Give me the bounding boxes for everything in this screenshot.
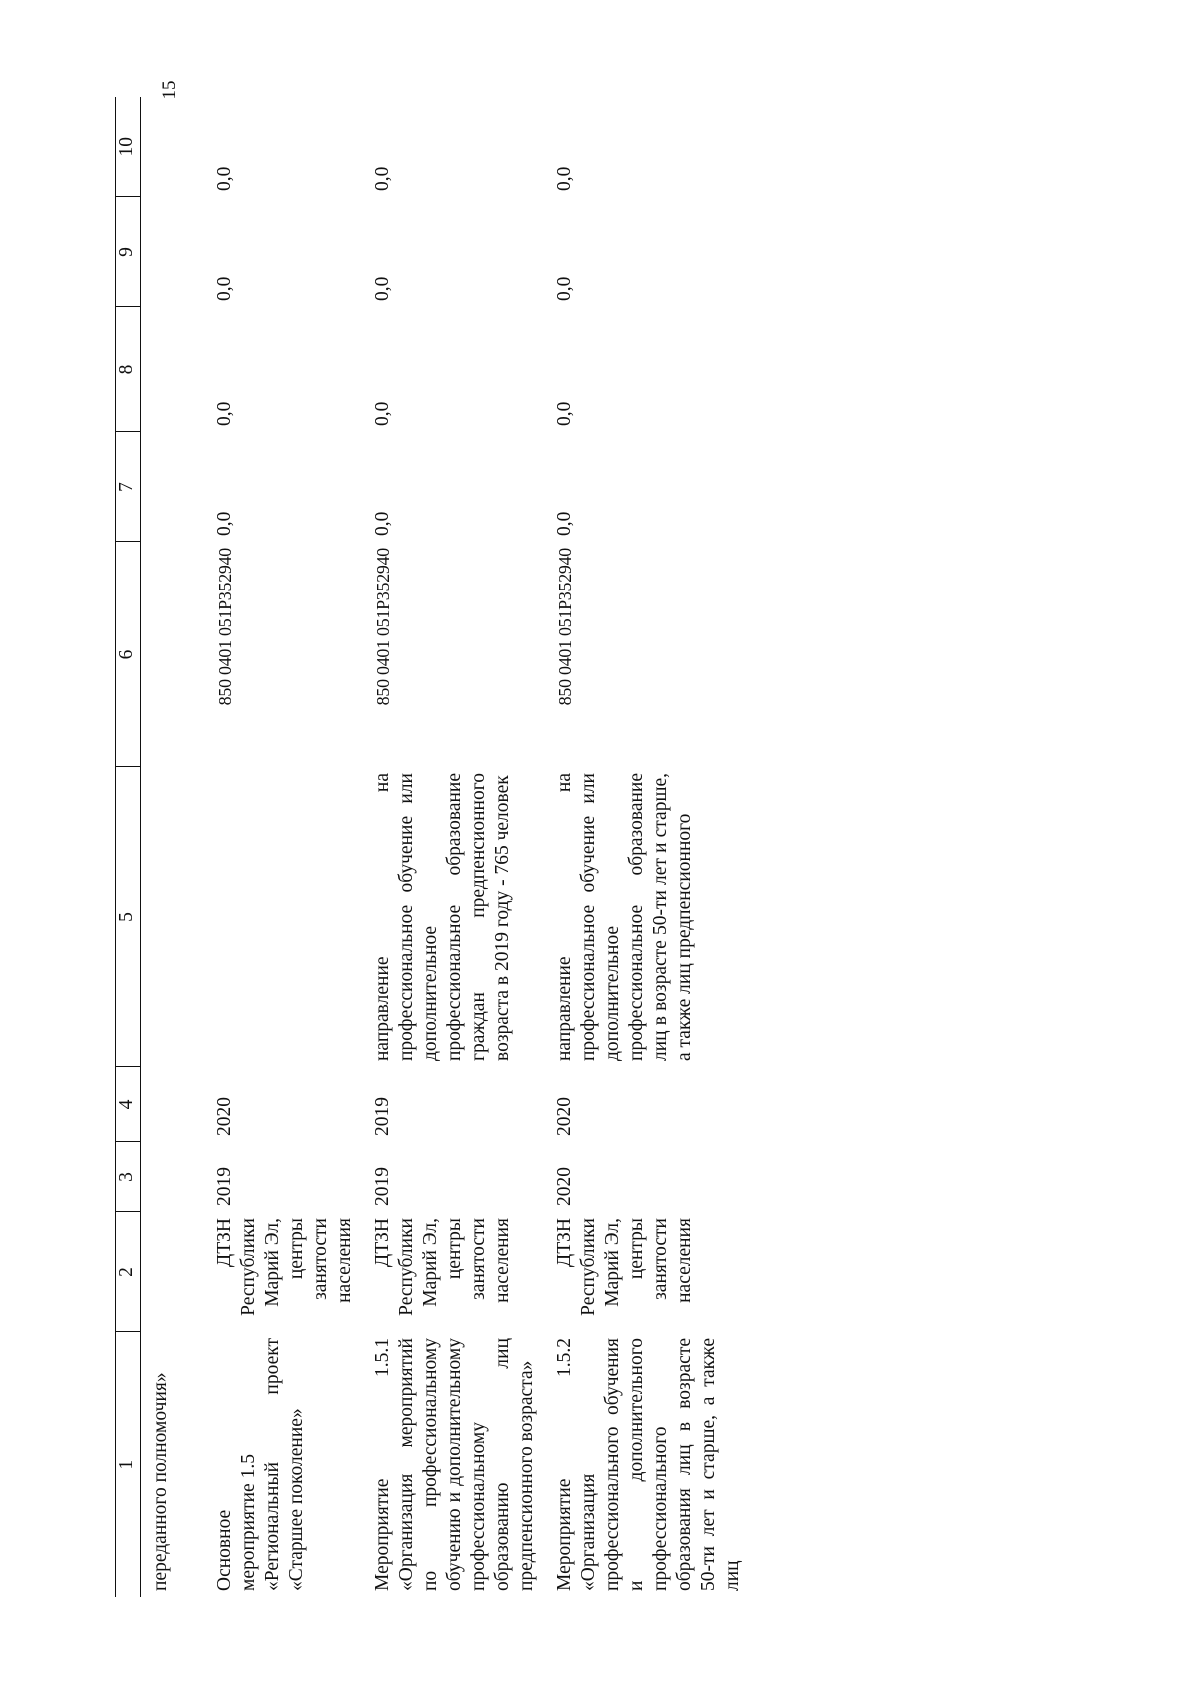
table-row	[357, 97, 539, 1597]
header-col-4: 4	[116, 1067, 141, 1142]
end-year: 2019	[372, 1097, 393, 1136]
start-year: 2019	[214, 1167, 235, 1206]
budget-code: 850 0401 051P352940	[555, 548, 575, 706]
continuation-row	[141, 97, 200, 1597]
executor: ДТЗН Республики Марий Эл, центры занятости населения	[554, 1218, 695, 1316]
value-col-9: 0,0	[372, 276, 393, 301]
executor: ДТЗН Республики Марий Эл, центры занятости населения	[214, 1218, 355, 1316]
start-year: 2020	[554, 1167, 575, 1206]
header-col-1: 1	[116, 1332, 141, 1597]
header-col-2: 2	[116, 1212, 141, 1332]
table-row	[199, 97, 357, 1597]
budget-code: 850 0401 051P352940	[215, 548, 235, 706]
header-col-3: 3	[116, 1142, 141, 1212]
start-year: 2019	[372, 1167, 393, 1206]
header-col-10: 10	[116, 97, 141, 197]
value-col-7: 0,0	[554, 511, 575, 536]
value-col-7: 0,0	[372, 511, 393, 536]
header-col-8: 8	[116, 307, 141, 432]
header-col-6: 6	[116, 542, 141, 767]
value-col-8: 0,0	[554, 401, 575, 426]
value-col-10: 0,0	[372, 166, 393, 191]
page-number: 15	[159, 80, 180, 100]
header-row	[116, 97, 141, 1597]
end-year: 2020	[554, 1097, 575, 1136]
executor: ДТЗН Республики Марий Эл, центры занятости населения	[372, 1218, 513, 1316]
header-col-9: 9	[116, 197, 141, 307]
continuation-text: переданного полномочия»	[150, 1372, 171, 1591]
measure-name: Основное мероприятие 1.5 «Региональный проект «Старшее поколение»	[214, 1338, 307, 1591]
value-col-10: 0,0	[214, 166, 235, 191]
table-row	[539, 97, 745, 1597]
expected-result	[199, 767, 357, 1067]
header-col-5: 5	[116, 767, 141, 1067]
expected-result: направление на профессиональное обучение или дополнительное профессиональное образование граждан предпенсионного возраста в 2019 году - 765 человек	[372, 773, 513, 1061]
value-col-9: 0,0	[214, 276, 235, 301]
value-col-7: 0,0	[214, 511, 235, 536]
end-year: 2020	[214, 1097, 235, 1136]
program-measures-table	[115, 97, 745, 1597]
measure-name: Мероприятие 1.5.1 «Организация мероприятий по профессиональному обучению и дополнительному профессиональному образованию лиц предпенсионного возраста»	[372, 1338, 537, 1591]
expected-result: направление на профессиональное обучение или дополнительное профессиональное образование лиц в возрасте 50-ти лет и старше, а также лиц предпенсионного	[554, 773, 695, 1061]
budget-code: 850 0401 051P352940	[373, 548, 393, 706]
value-col-8: 0,0	[214, 401, 235, 426]
rotated-table-container	[115, 97, 935, 1597]
value-col-10: 0,0	[554, 166, 575, 191]
header-col-7: 7	[116, 432, 141, 542]
measure-name: Мероприятие 1.5.2 «Организация профессионального обучения и дополнительного профессионального образования лиц в возрасте 50-ти лет и старше, а также лиц	[554, 1338, 743, 1591]
value-col-8: 0,0	[372, 401, 393, 426]
value-col-9: 0,0	[554, 276, 575, 301]
